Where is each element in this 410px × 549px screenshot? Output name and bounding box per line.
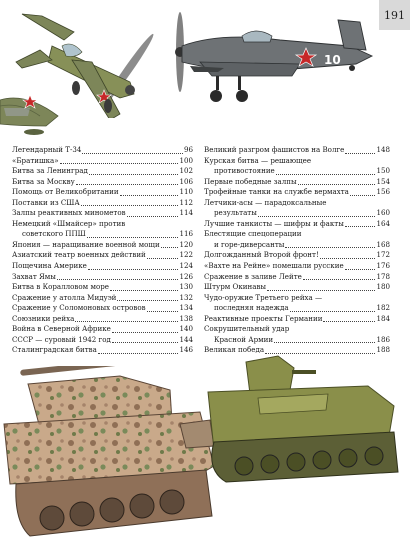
toc-entry xyxy=(12,240,193,251)
toc-leader-dots xyxy=(89,174,179,175)
toc-entry xyxy=(12,303,193,314)
page-number: 191 xyxy=(379,0,410,30)
toc-entry-page: 124 xyxy=(179,261,193,271)
fighter-plane-1-illustration xyxy=(12,10,157,118)
toc-entry-page: 112 xyxy=(179,197,193,207)
toc-entry xyxy=(12,208,193,219)
toc-entry-page: 146 xyxy=(179,345,193,355)
toc-entry-title: «Братишка» xyxy=(12,155,59,165)
toc-entry xyxy=(12,324,193,335)
toc-entry-title: «Вахте на Рейне» помешали русские xyxy=(204,261,344,271)
toc-leader-dots xyxy=(345,269,376,270)
toc-entry-page: 138 xyxy=(179,313,193,323)
toc-entry-title: Пощечина Америке xyxy=(12,261,87,271)
toc-entry-page: 130 xyxy=(179,282,193,292)
toc-entry xyxy=(204,314,390,325)
toc-entry-title: СССР — суровый 1942 год xyxy=(12,334,111,344)
toc-entry-page: 160 xyxy=(376,208,390,218)
toc-leader-dots xyxy=(345,153,375,154)
toc-entry xyxy=(12,314,193,325)
toc-entry-title: Сражение у Соломоновых островов xyxy=(12,303,146,313)
toc-entry-title: Битва в Коралловом море xyxy=(12,282,109,292)
toc-entry xyxy=(204,156,390,177)
toc-leader-dots xyxy=(82,153,183,154)
toc-entry xyxy=(204,282,390,293)
toc-leader-dots xyxy=(276,174,376,175)
toc-leader-dots xyxy=(285,247,375,248)
toc-leader-dots xyxy=(112,342,179,343)
toc-leader-dots xyxy=(87,237,179,238)
toc-entry-title: Легендарный Т-34 xyxy=(12,145,82,154)
toc-entry-title: Летчики-асы — парадоксальные xyxy=(204,197,327,207)
toc-entry xyxy=(12,293,193,304)
toc-entry-page: 172 xyxy=(376,250,390,260)
toc-entry-page: 156 xyxy=(376,187,390,197)
toc-leader-dots xyxy=(290,311,376,312)
toc-entry-title: Немецкий «Шмайсер» против xyxy=(12,218,126,228)
toc-entry-page: 140 xyxy=(179,324,193,334)
toc-entry-title: Залпы реактивных минометов xyxy=(12,208,126,218)
toc-leader-dots xyxy=(112,332,179,333)
toc-entry-title: Сражение в заливе Лейте xyxy=(204,271,302,281)
toc-entry-page: 102 xyxy=(179,166,193,176)
toc-entry-page: 186 xyxy=(376,334,390,344)
toc-entry-title: Красной Армии xyxy=(214,334,274,344)
toc-entry-title: Азиатский театр военных действий xyxy=(12,250,146,260)
toc-entry-title: Сокрушительный удар xyxy=(204,324,290,334)
toc-entry xyxy=(204,250,390,261)
toc-entry-title: результаты xyxy=(214,208,257,218)
toc-entry-title: Помощь от Великобритании xyxy=(12,187,119,197)
toc-entry xyxy=(12,177,193,188)
toc-entry-page: 120 xyxy=(179,239,193,249)
toc-entry-page: 96 xyxy=(183,145,193,154)
toc-entry-title: Трофейные танки на службе вермахта xyxy=(204,187,349,197)
toc-entry-title: Первые победные залпы xyxy=(204,176,297,186)
toc-leader-dots xyxy=(267,290,375,291)
toc-entry xyxy=(12,219,193,240)
toc-entry xyxy=(12,282,193,293)
toc-entry-title: Блестящие спецоперации xyxy=(204,229,302,239)
toc-entry-page: 154 xyxy=(376,176,390,186)
fighter-tail-number: 10 xyxy=(324,53,341,67)
toc-leader-dots xyxy=(345,226,376,227)
toc-entry-page: 116 xyxy=(179,229,193,239)
toc-entry xyxy=(12,166,193,177)
toc-leader-dots xyxy=(88,269,179,270)
light-tank-illustration xyxy=(198,346,406,486)
toc-entry-title: Реактивные проекты Германии xyxy=(204,313,323,323)
toc-entry-title: Лучшие танкисты — шифры и факты xyxy=(204,218,344,228)
toc-entry-title: Захват Ямы xyxy=(12,271,56,281)
toc-entry-page: 184 xyxy=(376,313,390,323)
toc-leader-dots xyxy=(274,342,375,343)
toc-entry-title: противостояние xyxy=(214,166,275,176)
toc-entry xyxy=(12,261,193,272)
toc-entry xyxy=(12,335,193,346)
toc-leader-dots xyxy=(60,163,179,164)
toc-entry-page: 100 xyxy=(179,155,193,165)
toc-entry-title: Битва за Ленинград xyxy=(12,166,88,176)
toc-leader-dots xyxy=(120,195,179,196)
toc-entry-title: Великая победа xyxy=(204,345,265,355)
toc-entry xyxy=(12,198,193,209)
toc-leader-dots xyxy=(298,184,376,185)
toc-entry-page: 134 xyxy=(179,303,193,313)
toc-entry xyxy=(12,156,193,167)
toc-entry xyxy=(204,272,390,283)
toc-entry-title: Чудо-оружие Третьего рейха — xyxy=(204,292,323,302)
toc-entry-title: Сражение у атолла Мидуэй xyxy=(12,292,117,302)
toc-leader-dots xyxy=(127,216,179,217)
toc-leader-dots xyxy=(258,216,376,217)
toc-entry xyxy=(204,145,390,156)
toc-entry xyxy=(204,261,390,272)
toc-entry-title: Долгожданный Второй фронт! xyxy=(204,250,319,260)
toc-entry-page: 110 xyxy=(179,187,193,197)
toc-leader-dots xyxy=(117,300,178,301)
toc-leader-dots xyxy=(76,184,179,185)
toc-left-column xyxy=(12,145,193,356)
toc-entry-page: 150 xyxy=(376,166,390,176)
toc-entry-page: 178 xyxy=(376,271,390,281)
toc-entry-page: 122 xyxy=(179,250,193,260)
toc-entry-page: 176 xyxy=(376,261,390,271)
toc-entry-title: Война в Северной Африке xyxy=(12,324,111,334)
toc-entry xyxy=(204,293,390,314)
toc-leader-dots xyxy=(110,290,178,291)
toc-entry-page: 168 xyxy=(376,239,390,249)
toc-leader-dots xyxy=(303,279,376,280)
toc-leader-dots xyxy=(57,279,179,280)
toc-entry-title: советского ППШ xyxy=(22,229,86,239)
toc-entry-page: 180 xyxy=(376,282,390,292)
toc-entry xyxy=(12,145,193,156)
toc-leader-dots xyxy=(75,321,178,322)
panther-tank-illustration xyxy=(0,366,218,549)
toc-entry-title: последняя надежда xyxy=(214,303,289,313)
toc-leader-dots xyxy=(320,258,376,259)
toc-leader-dots xyxy=(81,205,179,206)
toc-right-column xyxy=(204,145,390,356)
toc-entry-title: Битва за Москву xyxy=(12,176,75,186)
toc-entry xyxy=(204,177,390,188)
toc-leader-dots xyxy=(161,247,179,248)
toc-entry xyxy=(12,345,193,356)
toc-entry-page: 126 xyxy=(179,271,193,281)
toc-entry xyxy=(204,198,390,219)
toc-entry xyxy=(204,229,390,250)
toc-leader-dots xyxy=(323,321,375,322)
toc-entry xyxy=(12,187,193,198)
toc-entry xyxy=(12,272,193,283)
toc-entry xyxy=(12,250,193,261)
toc-entry-title: Курская битва — решающее xyxy=(204,155,312,165)
toc-entry-title: Сталинградская битва xyxy=(12,345,97,355)
toc-entry-title: Великий разгром фашистов на Волге xyxy=(204,145,345,154)
fighter-plane-2-illustration xyxy=(160,6,375,110)
toc-entry-title: Союзники рейха xyxy=(12,313,75,323)
toc-entry-page: 132 xyxy=(179,292,193,302)
toc-entry-page: 114 xyxy=(179,208,193,218)
toc-leader-dots xyxy=(147,311,179,312)
toc-entry-page: 148 xyxy=(376,145,390,154)
toc-entry xyxy=(204,187,390,198)
toc-entry xyxy=(204,219,390,230)
toc-entry-page: 164 xyxy=(376,218,390,228)
toc-entry-title: Япония — наращивание военной мощи xyxy=(12,239,160,249)
toc-entry-title: Поставки из США xyxy=(12,197,80,207)
toc-entry-page: 106 xyxy=(179,176,193,186)
toc-leader-dots xyxy=(98,353,179,354)
toc-entry-title: Штурм Окинавы xyxy=(204,282,267,292)
toc-leader-dots xyxy=(350,195,376,196)
toc-entry-title: и горе-диверсанты xyxy=(214,239,285,249)
toc-entry-page: 144 xyxy=(179,334,193,344)
toc-entry xyxy=(204,324,390,345)
toc-entry-page: 182 xyxy=(376,303,390,313)
toc-entry-page: 188 xyxy=(376,345,390,355)
toc-leader-dots xyxy=(147,258,179,259)
